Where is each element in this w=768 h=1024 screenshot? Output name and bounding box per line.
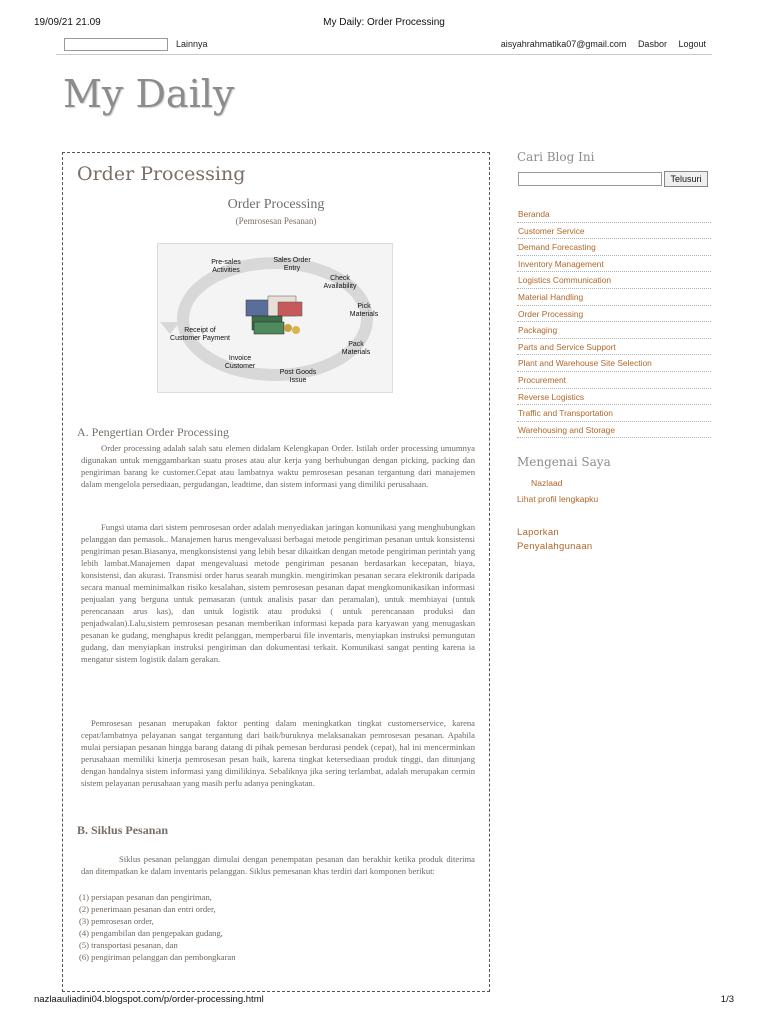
- order-cycle-stages: [79, 891, 236, 963]
- post-title: Order Processing: [77, 163, 246, 185]
- pages-list: [517, 206, 711, 438]
- list-item: (6) pengiriman pelanggan dan pembongkaran: [79, 952, 236, 962]
- page-link[interactable]: Demand Forecasting: [517, 239, 711, 256]
- page-link[interactable]: Reverse Logistics: [517, 389, 711, 406]
- label-check-1: Check: [330, 275, 350, 282]
- cycle-arrowhead: [160, 322, 180, 334]
- page-link[interactable]: Parts and Service Support: [517, 339, 711, 356]
- page-link-current[interactable]: Order Processing: [517, 306, 711, 323]
- page-link[interactable]: Plant and Warehouse Site Selection: [517, 355, 711, 372]
- page-link[interactable]: Logistics Communication: [517, 272, 711, 289]
- about-heading: Mengenai Saya: [517, 455, 611, 469]
- label-invoice-2: Customer: [224, 363, 256, 370]
- label-pick-2: Materials: [349, 311, 379, 318]
- blogger-navbar: [56, 36, 712, 55]
- blog-title[interactable]: My Daily: [63, 72, 235, 116]
- list-item: (4) pengambilan dan pengepakan gudang,: [79, 928, 223, 938]
- list-item: (1) persiapan pesanan dan pengiriman,: [79, 892, 212, 902]
- list-item: (5) transportasi pesanan, dan: [79, 940, 178, 950]
- page-link[interactable]: Packaging: [517, 322, 711, 339]
- page-link[interactable]: Inventory Management: [517, 256, 711, 273]
- page-link[interactable]: Material Handling: [517, 289, 711, 306]
- section-a-heading: A. Pengertian Order Processing: [77, 425, 229, 439]
- label-pack-1: Pack: [348, 341, 364, 348]
- label-post-goods-2: Issue: [289, 377, 307, 384]
- label-invoice-1: Invoice: [228, 355, 252, 362]
- paragraph-function: Fungsi utama dari sistem pemrosesan order adalah menyediakan jaringan komunikasi yang menghubungkan pelanggan dan pemasok.. Manajemen harus mengevaluasi berbagai metode pengiriman pesanan untuk konsistensi pengiriman pesan.Biasanya, mengkonsistensi yang lebih besar dikaitkan dengan metode pengiriman perintah yang lebih lambat.Manajemen dapat mengevaluasi metode pengiriman pesanan berdasarkan kecepatan, biaya, konsistensi, dan akurasi. Transmisi order harus searah mungkin. mengirimkan pesanan secara elektronik daripada secara manual meminimalkan risiko kesalahan, sistem pemrosesan pesanan dapat mengkomunikasikan informasi penjualan yang berguna untuk pemasaran (untuk analisis pasar dan peramalan), untuk membiayai (untuk perencanaan arus kas), dan untuk logistik atau produksi ( untuk perencanaan produksi dan penjadwalan).Lalu,sistem pemrosesan pesanan memberikan informasi kepada para karyawan yang menugaskan pesanan ke gudang, menghapus kredit pelanggan, memperbarui file inventaris, menyiapkan instruksi pemungutan gudang, dan menyiapkan instruksi pengiriman dan dokumentasi terkait. Komunikasi sangat penting karena ia mengatur sistem logistik dalam gerakan.: [81, 522, 475, 664]
- print-url: nazlaauliadini04.blogspot.com/p/order-processing.html: [34, 994, 264, 1005]
- page-link[interactable]: Customer Service: [517, 223, 711, 240]
- list-item: (2) penerimaan pesanan dan entri order,: [79, 904, 216, 914]
- page-link[interactable]: Beranda: [517, 206, 711, 223]
- navbar-dashboard-link[interactable]: Dasbor: [637, 39, 667, 49]
- report-abuse-link[interactable]: [517, 526, 593, 554]
- label-sales-order-1: Sales Order: [273, 257, 311, 264]
- search-button[interactable]: Telusuri: [664, 171, 708, 187]
- blog-search-input[interactable]: [518, 172, 662, 186]
- page-link[interactable]: Procurement: [517, 372, 711, 389]
- paragraph-definition: Order processing adalah salah satu elemen didalam Kelengkapan Order. Istilah order processing umumnya digunakan untuk menggambarkan suatu proses atau alur kerja yang berhubungan dengan picking, packing dan pengiriman barang ke customer.Cepat atau lambatnya waktu pemrosesan pesanan tergantung dari manajemen dalam mengelola persediaan, pergudangan, leadtime, dan sistem informasi yang dimiliki perusahaan.: [81, 443, 475, 489]
- label-sales-order-2: Entry: [283, 265, 301, 272]
- report-abuse-line-2: Penyalahgunaan: [517, 541, 593, 552]
- label-pack-2: Materials: [341, 349, 371, 356]
- order-cycle-svg: [158, 244, 392, 392]
- label-receipt-2: Customer Payment: [170, 335, 230, 342]
- paragraph-importance: Pemrosesan pesanan merupakan faktor penting dalam meningkatkan tingkat customerservice, karena cepat/lambatnya pelayanan sangat tergantung dari baik/buruknya melaksanakan pemrosesan pesanan. Apabila mulai persiapan pesanan hingga barang datang di pihak pemesan berdurasi pendek (cepat), hal ini mencerminkan perusahaan memiliki kinerja pemrosesan pesan baik, karena tingkat ketersediaan produk tinggi, dan ditunjang dengan handalnya sistem informasi yang dimilikinya. Sebaliknya jika sering terlambat, adalah merupakan cermin sistem pelayanan perusahaan yang masih perlu adanya peningkatan.: [81, 718, 475, 788]
- money-documents-icon: [246, 296, 302, 334]
- order-cycle-diagram: [157, 243, 393, 393]
- label-presales-2: Activities: [212, 267, 240, 274]
- navbar-account: [492, 39, 706, 49]
- search-heading: Cari Blog Ini: [517, 150, 595, 164]
- label-presales-1: Pre-sales: [211, 259, 241, 266]
- page-link[interactable]: Traffic and Transportation: [517, 405, 711, 422]
- section-b-heading: B. Siklus Pesanan: [77, 823, 169, 837]
- print-datetime: 19/09/21 21.09: [34, 17, 101, 28]
- navbar-email: aisyahrahmatika07@gmail.com: [500, 39, 627, 49]
- print-title: My Daily: Order Processing: [323, 17, 445, 28]
- label-post-goods-1: Post Goods: [279, 369, 317, 376]
- navbar-search-input[interactable]: [64, 38, 168, 51]
- page-link[interactable]: Warehousing and Storage: [517, 422, 711, 439]
- document-title: Order Processing: [227, 197, 325, 212]
- navbar-logout-link[interactable]: Logout: [678, 39, 706, 49]
- document-subtitle: (Pemrosesan Pesanan): [235, 216, 317, 226]
- full-profile-link[interactable]: Lihat profil lengkapku: [517, 494, 599, 504]
- paragraph-order-cycle: Siklus pesanan pelanggan dimulai dengan penempatan pesanan dan berakhir ketika produk diterima dan ditempatkan ke dalam inventaris pelanggan. Siklus pemesanan khas terdiri dari komponen berikut:: [81, 854, 475, 876]
- author-name-link[interactable]: Nazlaad: [531, 478, 563, 488]
- sidebar: [517, 150, 711, 552]
- label-check-2: Availability: [323, 283, 357, 290]
- blog-search: [517, 172, 711, 186]
- label-receipt-1: Receipt of: [184, 327, 216, 334]
- navbar-more-link[interactable]: Lainnya: [176, 39, 208, 49]
- list-item: (3) pemrosesan order,: [79, 916, 154, 926]
- report-abuse-line-1: Laporkan: [517, 527, 560, 538]
- label-pick-1: Pick: [357, 303, 371, 310]
- post-container: [62, 152, 490, 992]
- print-page-number: 1/3: [720, 994, 734, 1005]
